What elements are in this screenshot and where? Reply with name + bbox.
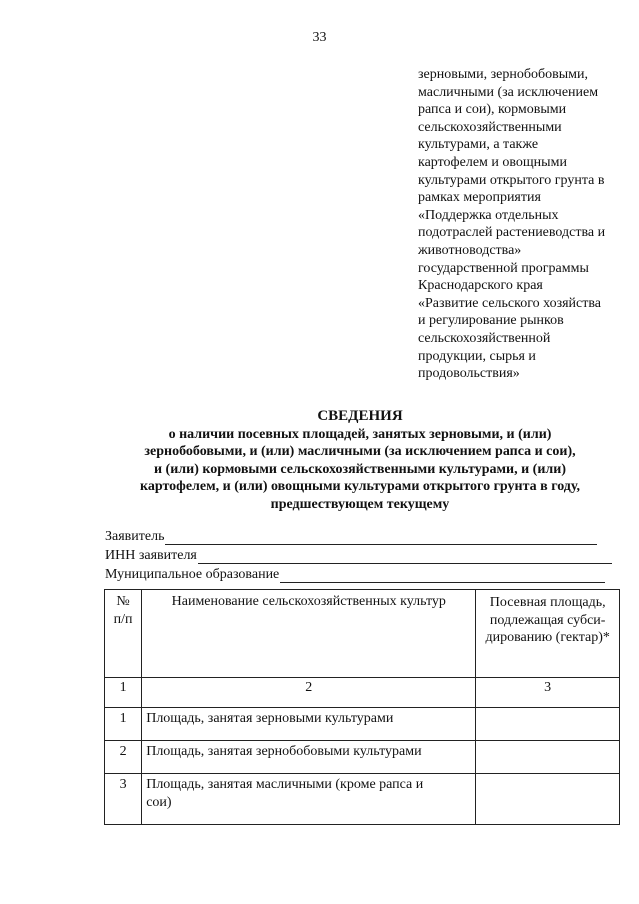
table-row	[105, 708, 620, 741]
table-header-row	[105, 590, 620, 678]
annex-line: сельскохозяйственными	[418, 119, 562, 135]
annex-line: сельскохозяйственной	[418, 330, 551, 346]
title-line: предшествующем текущему	[270, 496, 450, 512]
column-number-row	[105, 678, 620, 708]
applicant-label: Заявитель	[105, 529, 165, 544]
inn-blank-line[interactable]	[198, 549, 612, 564]
column-number: 3	[476, 678, 620, 708]
header-area-line: подлежащая субси-	[489, 612, 606, 628]
row-name: Площадь, занятая зерновыми культурами	[142, 708, 476, 741]
table-row	[105, 741, 620, 774]
column-number: 2	[142, 678, 476, 708]
crop-area-table	[104, 589, 620, 825]
annex-line: животноводства»	[418, 242, 522, 258]
applicant-blank-line[interactable]	[165, 530, 597, 545]
annex-line: продукции, сырья и	[418, 348, 536, 364]
row-num: 3	[105, 774, 142, 825]
header-area-line: дированию (гектар)*	[485, 630, 610, 646]
annex-line: масличными (за исключением	[418, 84, 599, 100]
municipality-label: Муниципальное образование	[105, 567, 280, 582]
table-row	[105, 774, 620, 825]
municipality-blank-line[interactable]	[280, 568, 605, 583]
annex-line: и регулирование рынков	[418, 313, 564, 329]
annex-line: Краснодарского края	[418, 278, 543, 294]
annex-line: рапса и сои), кормовыми	[418, 102, 567, 118]
applicant-field	[105, 526, 619, 545]
applicant-fields	[105, 526, 619, 583]
row-name-line: сои)	[146, 794, 172, 810]
annex-line: рамках мероприятия	[418, 190, 541, 206]
header-area-line: Посевная площадь,	[489, 595, 606, 610]
annex-line: продовольствия»	[418, 366, 520, 382]
column-number: 1	[105, 678, 142, 708]
row-num: 2	[105, 741, 142, 774]
document-title	[70, 408, 639, 514]
annex-line: государственной программы	[418, 260, 589, 276]
header-num-line: п/п	[113, 611, 133, 627]
row-area-cell[interactable]	[476, 774, 620, 825]
annex-line: подотраслей растениеводства и	[418, 225, 606, 241]
row-num: 1	[105, 708, 142, 741]
annex-line: картофелем и овощными	[418, 154, 567, 170]
header-name: Наименование сельскохозяйственных культур	[142, 590, 476, 678]
inn-label: ИНН заявителя	[105, 548, 197, 563]
row-area-cell[interactable]	[476, 741, 620, 774]
municipality-field	[105, 564, 619, 583]
annex-line: зерновыми, зернобобовыми,	[418, 67, 588, 82]
annex-line: «Развитие сельского хозяйства	[418, 295, 602, 311]
inn-field	[105, 545, 619, 564]
header-num-line: №	[116, 594, 130, 609]
row-name-line: Площадь, занятая масличными (кроме рапса и	[146, 777, 424, 792]
annex-line: культурами, а также	[418, 137, 539, 153]
header-num	[105, 590, 142, 678]
page-number: 33	[312, 30, 327, 45]
title-line: картофелем, и (или) овощными культурами открытого грунта в году,	[140, 479, 580, 495]
row-name: Площадь, занятая зернобобовыми культурами	[142, 741, 476, 774]
row-name	[142, 774, 476, 825]
row-area-cell[interactable]	[476, 708, 620, 741]
title-heading: СВЕДЕНИЯ	[317, 408, 403, 424]
title-line: о наличии посевных площадей, занятых зерновыми, и (или)	[168, 426, 552, 442]
annex-line: «Поддержка отдельных	[418, 207, 559, 223]
title-line: и (или) кормовыми сельскохозяйственными культурами, и (или)	[153, 461, 566, 477]
annex-line: культурами открытого грунта в	[418, 172, 605, 188]
title-line: зернобобовыми, и (или) масличными (за исключением рапса и сои),	[144, 444, 576, 460]
annex-reference	[418, 66, 630, 383]
header-area	[476, 590, 620, 678]
